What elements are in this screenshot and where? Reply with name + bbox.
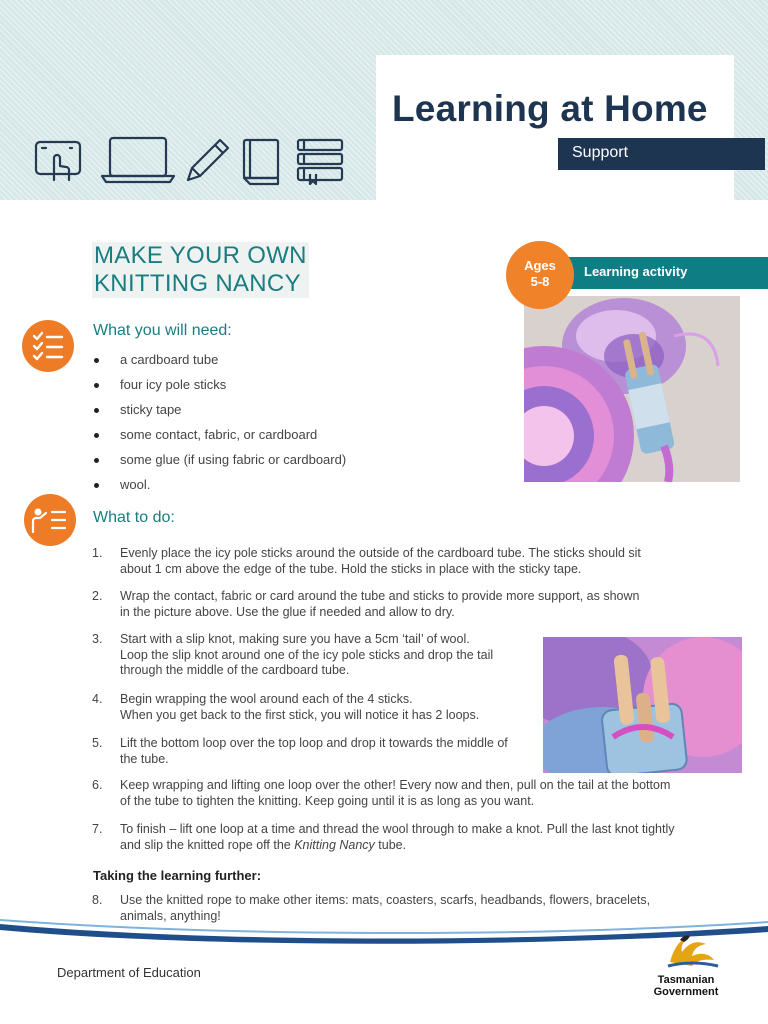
step-number: 1. (92, 546, 103, 560)
step-number: 6. (92, 778, 103, 792)
ages-label: Ages (524, 258, 556, 273)
page-title: Learning at Home (392, 88, 708, 129)
ages-badge (506, 241, 574, 309)
step-number: 4. (92, 692, 103, 706)
step-text: To finish – lift one loop at a time and thread the wool through to make a knot. Pull the last knot tightly (120, 822, 675, 836)
step-text: in the picture above. Use the glue if needed and allow to dry. (120, 604, 455, 619)
step-text: and slip the knitted rope off the Knitting Nancy tube. (120, 837, 407, 852)
step-text: the tube. (120, 751, 169, 766)
knitting-nancy-italic: Knitting Nancy (294, 837, 375, 852)
step-text: Start with a slip knot, making sure you have a 5cm ‘tail’ of wool. (120, 632, 470, 646)
step-text: Use the knitted rope to make other items: mats, coasters, scarfs, headbands, flowers, bracelets, (120, 893, 651, 907)
step-text: through the middle of the cardboard tube. (120, 663, 350, 677)
step-number: 7. (92, 822, 103, 836)
need-heading: What you will need: (93, 322, 232, 339)
step-text: Keep wrapping and lifting one loop over the other! Every now and then, pull on the tail at the bottom (120, 778, 671, 792)
step-text: When you get back to the first stick, you will notice it has 2 loops. (120, 707, 480, 722)
pencil-icon (182, 134, 234, 186)
book-icon (240, 134, 286, 186)
list-item: four icy pole sticks (92, 377, 346, 402)
step-text: Loop the slip knot around one of the icy pole sticks and drop the tail (120, 647, 494, 662)
step-text: Lift the bottom loop over the top loop and drop it towards the middle of (120, 736, 508, 750)
laptop-icon (100, 134, 176, 186)
step-text: about 1 cm above the edge of the tube. Hold the sticks in place with the sticky tape. (120, 561, 582, 576)
government-name-line-1: Tasmanian (657, 974, 715, 986)
activity-title-line-1: MAKE YOUR OWN (94, 242, 307, 269)
list-item: wool. (92, 477, 346, 502)
step-text: of the tube to tighten the knitting. Keep going until it is as long as you want. (120, 793, 535, 808)
activity-title-line-2: KNITTING NANCY (94, 270, 301, 297)
step-text: Evenly place the icy pole sticks around the outside of the cardboard tube. The sticks should sit (120, 546, 641, 560)
government-name-line-2: Government (653, 986, 719, 998)
department-label: Department of Education (57, 965, 201, 980)
list-item: a cardboard tube (92, 352, 346, 377)
list-item: sticky tape (92, 402, 346, 427)
support-tab: Support (558, 138, 765, 170)
step-number: 5. (92, 736, 103, 750)
need-list (92, 352, 346, 502)
books-stack-icon (294, 134, 346, 186)
ages-range: 5-8 (530, 274, 550, 289)
list-item: some glue (if using fabric or cardboard) (92, 452, 346, 477)
todo-heading: What to do: (93, 509, 175, 526)
step-text: Begin wrapping the wool around each of the 4 sticks. (120, 692, 413, 706)
instructions-icon (24, 494, 76, 546)
learning-activity-badge: Learning activity (556, 257, 768, 289)
government-name (646, 974, 726, 998)
list-item: some contact, fabric, or cardboard (92, 427, 346, 452)
further-heading: Taking the learning further: (93, 868, 262, 883)
step-text: Wrap the contact, fabric or card around the tube and sticks to provide more support, as shown (120, 589, 640, 603)
tablet-touch-icon (32, 134, 84, 186)
step-number: 8. (92, 893, 103, 907)
step-number: 2. (92, 589, 103, 603)
step-number: 3. (92, 632, 103, 646)
activity-title (92, 242, 309, 298)
knitting-nancy-photo (524, 296, 740, 482)
step-text: animals, anything! (120, 908, 221, 923)
checklist-icon (22, 320, 74, 372)
